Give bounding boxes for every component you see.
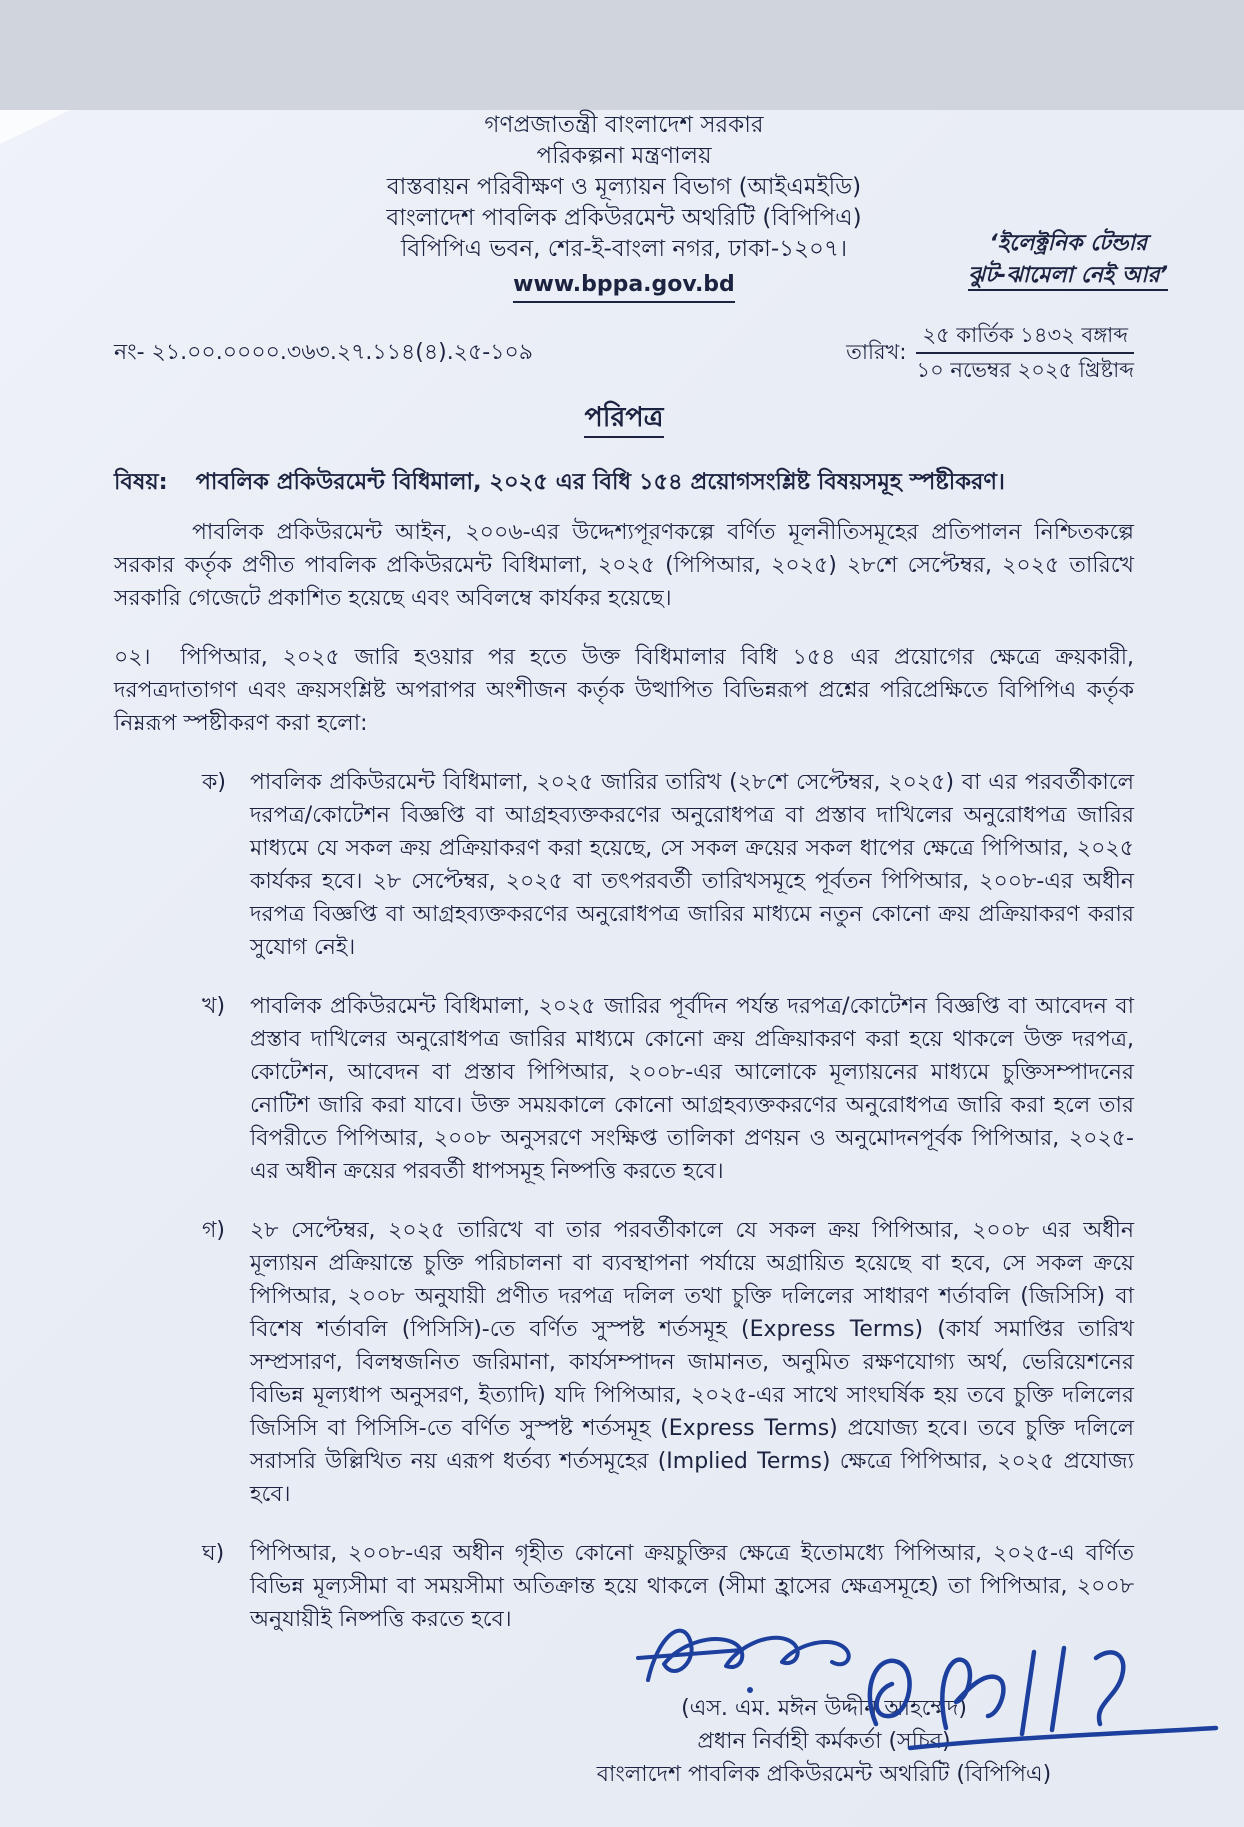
slogan-line-2: ঝুট-ঝামেলা নেই আর’ <box>968 263 1168 291</box>
memo-number: নং- ২১.০০.০০০০.৩৬৩.২৭.১১৪(৪).২৫-১০৯ <box>114 339 534 365</box>
subject-text: পাবলিক প্রকিউরমেন্ট বিধিমালা, ২০২৫ এর বিধি ১৫৪ প্রয়োগসংশ্লিষ্ট বিষয়সমূহ স্পষ্টীকরণ। <box>195 469 1005 495</box>
clause-ga <box>202 1214 1134 1511</box>
slogan-line-1: ‘ইলেক্ট্রনিক টেন্ডার <box>989 231 1148 256</box>
clause-text: পিপিআর, ২০০৮-এর অধীন গৃহীত কোনো ক্রয়চুক্তির ক্ষেত্রে ইতোমধ্যে পিপিআর, ২০২৫-এ বর্ণিত বিভিন্ন মূল্যসীমা বা সময়সীমা অতিক্রান্ত হয়ে থাকলে (সীমা হ্রাসের ক্ষেত্রসমূহে) তা পিপিআর, ২০০৮ অনুযায়ীই নিষ্পত্তি করতে হবে। <box>250 1541 1134 1632</box>
clause-label: খ) <box>202 994 226 1019</box>
document-title: পরিপত্র <box>584 402 663 438</box>
signature-handwriting-secondary <box>850 1628 1220 1760</box>
paragraph-number: ০২। <box>114 645 151 670</box>
date-block <box>846 321 1134 385</box>
reference-row <box>114 321 1134 385</box>
circular-document-page <box>0 110 1244 1827</box>
letterhead <box>114 110 1134 303</box>
date-stack <box>916 321 1134 385</box>
clause-label: গ) <box>202 1218 226 1243</box>
clause-text: পাবলিক প্রকিউরমেন্ট বিধিমালা, ২০২৫ জারির পূর্বদিন পর্যন্ত দরপত্র/কোটেশন বিজ্ঞপ্তি বা আবেদন বা প্রস্তাব দাখিলের অনুরোধপত্র জারির মাধ্যমে কোনো ক্রয় প্রক্রিয়াকরণ করা হয়ে থাকলে উক্ত দরপত্র, কোটেশন, আবেদন বা প্রস্তাব পিপিআর, ২০০৮-এর আলোকে মূল্যায়নের মাধ্যমে চুক্তিসম্পাদনের নোটিশ জারি করা যাবে। উক্ত সময়কালে কোনো আগ্রহব্যক্তকরণের অনুরোধপত্র জারি করা হলে তার বিপরীতে পিপিআর, ২০০৮ অনুসরণে সংক্ষিপ্ত তালিকা প্রণয়ন ও অনুমোদনপূর্বক পিপিআর, ২০২৫-এর অধীন ক্রয়ের পরবর্তী ধাপসমূহ নিষ্পত্তি করতে হবে। <box>250 994 1134 1184</box>
date-gregorian: ১০ নভেম্বর ২০২৫ খ্রিষ্টাব্দ <box>916 358 1134 382</box>
ministry-name: পরিকল্পনা মন্ত্রণালয় <box>536 143 712 169</box>
authority-address: বিপিপিএ ভবন, শের-ই-বাংলা নগর, ঢাকা-১২০৭। <box>400 236 848 262</box>
second-paragraph <box>114 641 1134 740</box>
signature-block <box>544 1692 1104 1791</box>
website-url: www.bppa.gov.bd <box>513 269 735 303</box>
intro-paragraph: পাবলিক প্রকিউরমেন্ট আইন, ২০০৬-এর উদ্দেশ্যপূরণকল্পে বর্ণিত মূলনীতিসমূহের প্রতিপালন নিশ্চিতকল্পে সরকার কর্তৃক প্রণীত পাবলিক প্রকিউরমেন্ট বিধিমালা, ২০২৫ (পিপিআর, ২০২৫) ২৮শে সেপ্টেম্বর, ২০২৫ তারিখে সরকারি গেজেটে প্রকাশিত হয়েছে এবং অবিলম্বে কার্যকর হয়েছে। <box>114 520 1134 611</box>
subject-row <box>114 466 1134 498</box>
document-title-row <box>114 397 1134 442</box>
government-name: গণপ্রজাতন্ত্রী বাংলাদেশ সরকার <box>484 112 764 138</box>
clause-text: ২৮ সেপ্টেম্বর, ২০২৫ তারিখে বা তার পরবর্তীকালে যে সকল ক্রয় পিপিআর, ২০০৮ এর অধীন মূল্যায়ন প্রক্রিয়ান্তে চুক্তি পরিচালনা বা ব্যবস্থাপনা পর্যায়ে অগ্রায়িত হয়েছে বা হবে, সে সকল ক্রয়ে পিপিআর, ২০০৮ অনুযায়ী প্রণীত দরপত্র দলিল তথা চুক্তি দলিলের সাধারণ শর্তাবলি (জিসিসি) বা বিশেষ শর্তাবলি (পিসিসি)-তে বর্ণিত সুস্পষ্ট শর্তসমূহ (Express Terms) (কার্য সমাপ্তির তারিখ সম্প্রসারণ, বিলম্বজনিত জরিমানা, কার্যসম্পাদন জামানত, অনুমিত রক্ষণযোগ্য অর্থ, ভেরিয়েশনের বিভিন্ন মূল্যধাপ অনুসরণ, ইত্যাদি) যদি পিপিআর, ২০২৫-এর সাথে সাংঘর্ষিক হয় তবে চুক্তি দলিলের জিসিসি বা পিসিসি-তে বর্ণিত সুস্পষ্ট শর্তসমূহ (Express Terms) প্রযোজ্য হবে। তবে চুক্তি দলিলে সরাসরি উল্লিখিত নয় এরূপ ধর্তব্য শর্তসমূহের (Implied Terms) ক্ষেত্রে পিপিআর, ২০২৫ প্রযোজ্য হবে। <box>250 1218 1135 1507</box>
clause-kha <box>202 990 1134 1188</box>
clause-label: ক) <box>202 770 226 795</box>
division-name: বাস্তবায়ন পরিবীক্ষণ ও মূল্যায়ন বিভাগ (আইএমইডি) <box>386 174 862 200</box>
clarification-list <box>114 766 1134 1636</box>
date-label: তারিখ: <box>846 339 907 364</box>
signatory-organization: বাংলাদেশ পাবলিক প্রকিউরমেন্ট অথরিটি (বিপিপিএ) <box>596 1762 1052 1787</box>
second-paragraph-text: পিপিআর, ২০২৫ জারি হওয়ার পর হতে উক্ত বিধিমালার বিধি ১৫৪ এর প্রয়োগের ক্ষেত্রে ক্রয়কারী, দরপত্রদাতাগণ এবং ক্রয়সংশ্লিষ্ট অপরাপর অংশীজন কর্তৃক উত্থাপিত বিভিন্নরূপ প্রশ্নের পরিপ্রেক্ষিতে বিপিপিএ কর্তৃক নিম্নরূপ স্পষ্টীকরণ করা হলো: <box>114 645 1134 736</box>
signatory-name: (এস. এম. মঈন উদ্দীন আহম্মেদ) <box>681 1696 967 1721</box>
subject-label: বিষয়: <box>114 469 168 495</box>
authority-name: বাংলাদেশ পাবলিক প্রকিউরমেন্ট অথরিটি (বিপিপিএ) <box>386 205 862 231</box>
signatory-designation: প্রধান নির্বাহী কর্মকর্তা (সচিব) <box>697 1729 951 1754</box>
clause-label: ঘ) <box>202 1541 225 1566</box>
clause-text: পাবলিক প্রকিউরমেন্ট বিধিমালা, ২০২৫ জারির তারিখ (২৮শে সেপ্টেম্বর, ২০২৫) বা এর পরবর্তীকালে দরপত্র/কোটেশন বিজ্ঞপ্তি বা আগ্রহব্যক্তকরণের অনুরোধপত্র বা প্রস্তাব দাখিলের অনুরোধপত্র জারির মাধ্যমে যে সকল ক্রয় প্রক্রিয়াকরণ করা হয়েছে, সে সকল ক্রয়ের সকল ধাপের ক্ষেত্রে পিপিআর, ২০২৫ কার্যকর হবে। ২৮ সেপ্টেম্বর, ২০২৫ বা তৎপরবর্তী তারিখসমূহে পূর্বতন পিপিআর, ২০০৮-এর অধীন দরপত্র বিজ্ঞপ্তি বা আগ্রহব্যক্তকরণের অনুরোধপত্র জারির মাধ্যমে নতুন কোনো ক্রয় প্রক্রিয়াকরণ করার সুযোগ নেই। <box>250 770 1134 960</box>
date-bangla: ২৫ কার্তিক ১৪৩২ বঙ্গাব্দ <box>916 321 1134 354</box>
clause-ka <box>202 766 1134 964</box>
